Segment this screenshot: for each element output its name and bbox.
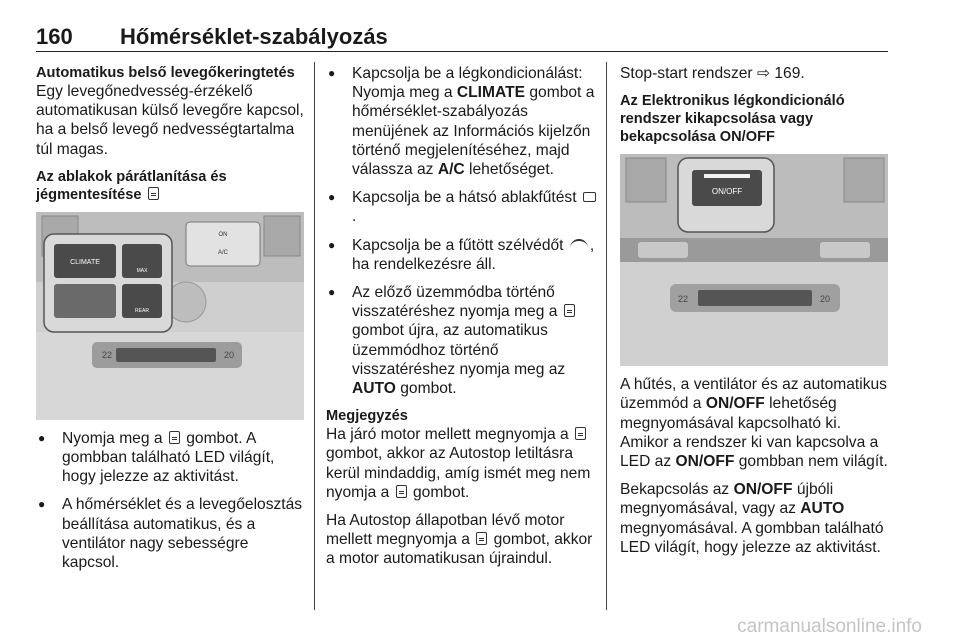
temp-right: 20 — [224, 349, 235, 360]
list-item: ● Az előző üzemmódba történő visszatéréshez nyomja meg a gombot újra, az automatikus üzemmódhoz történő visszatéréshez nyomja meg az AUTO gombot. — [326, 283, 598, 398]
list-item: ● Kapcsolja be a fűtött szélvédőt , ha rendelkezésre áll. — [326, 236, 598, 274]
defrost-max-icon — [169, 431, 180, 444]
paragraph: Egy levegőnedvesség-érzékelő automatikusan külső levegőre kapcsol, ha a belső levegő nedvességtartalma túl magas. — [36, 83, 304, 158]
temp-right: 20 — [820, 294, 831, 305]
max-label: MAX — [136, 267, 148, 274]
defrost-max-icon — [575, 427, 586, 440]
note-title: Megjegyzés — [326, 408, 408, 425]
defrost-max-icon — [396, 485, 407, 498]
defrost-max-icon — [564, 304, 575, 317]
ac-label: A/C — [217, 249, 229, 256]
onoff-button-ref: ON/OFF — [733, 481, 793, 499]
cross-reference: Stop-start rendszer ⇨ 169. — [620, 65, 805, 82]
section-heading — [36, 168, 304, 204]
heading-text: Az ablakok párátlanítása és jégmentesítése — [36, 168, 227, 203]
onoff-label: ON/OFF — [711, 187, 743, 197]
page-title: Hőmérséklet-szabályozás — [120, 24, 388, 49]
list-item: ● Kapcsolja be a hátsó ablakfűtést . — [326, 188, 598, 226]
column-divider — [314, 62, 315, 610]
column-divider — [606, 62, 607, 610]
rear-label: REAR — [135, 307, 149, 314]
column-3 — [620, 64, 888, 557]
section-heading: Automatikus belső levegőkeringtetés — [36, 65, 295, 81]
paragraph: Bekapcsolás az ON/OFF újbóli megnyomásával, vagy az AUTO megnyomásával. A gombban található LED világít, hogy jelezze az aktivitást. — [620, 481, 884, 556]
climate-button-ref: CLIMATE — [456, 84, 526, 102]
ac-option-ref: A/C — [437, 161, 465, 179]
list-item: ● Nyomja meg a gombot. A gombban található LED világít, hogy jelezze az aktivitást. — [36, 429, 304, 487]
temp-left: 22 — [102, 349, 113, 360]
defrost-max-icon — [476, 532, 487, 545]
paragraph: Ha Autostop állapotban lévő motor mellett megnyomja a gombot, akkor a motor automatikusan újraindul. — [326, 512, 593, 568]
climate-panel-photo — [36, 212, 304, 420]
page-link[interactable]: 169. — [774, 65, 805, 82]
list-item: ● A hőmérséklet és a levegőelosztás beállítása automatikus, és a ventilátor nagy sebességre kapcsol. — [36, 495, 304, 572]
heated-windscreen-icon — [570, 239, 588, 249]
rear-window-heater-icon — [583, 192, 596, 202]
section-heading: Az Elektronikus légkondicionáló rendszer kikapcsolása vagy bekapcsolása ON/OFF — [620, 93, 845, 146]
temp-left: 22 — [678, 294, 689, 305]
defrost-max-icon — [148, 187, 159, 200]
column-2 — [326, 64, 598, 569]
page-ref-arrow-icon: ⇨ — [756, 65, 771, 82]
note-text: Ha járó motor mellett megnyomja a gombot, akkor az Autostop letiltásra kerül mindaddig, amíg ismét meg nem nyomja a gombot. — [326, 426, 591, 501]
column-1 — [36, 64, 304, 572]
list-item: ● Kapcsolja be a légkondicionálást: Nyomja meg a CLIMATE gombot a hőmérséklet-szabályozás menüjének az Információs kijelzőn történő megjelenítéséhez, majd válassza az A/C lehetőséget. — [326, 64, 598, 179]
watermark: carmanualsonline.info — [737, 616, 922, 637]
onoff-button-ref: ON/OFF — [675, 453, 735, 471]
auto-button-ref: AUTO — [352, 380, 396, 398]
auto-button-ref: AUTO — [800, 500, 845, 518]
climate-label: CLIMATE — [70, 258, 100, 266]
page-number: 160 — [36, 24, 73, 49]
onoff-button-ref: ON/OFF — [705, 395, 765, 413]
on-label: ON — [218, 231, 228, 238]
page-header — [36, 22, 888, 52]
paragraph: A hűtés, a ventilátor és az automatikus üzemmód a ON/OFF lehetőség megnyomásával kapcsolható ki. Amikor a rendszer ki van kapcsolva a LED az ON/OFF gombban nem világít. — [620, 376, 888, 471]
onoff-panel-photo — [620, 154, 888, 366]
